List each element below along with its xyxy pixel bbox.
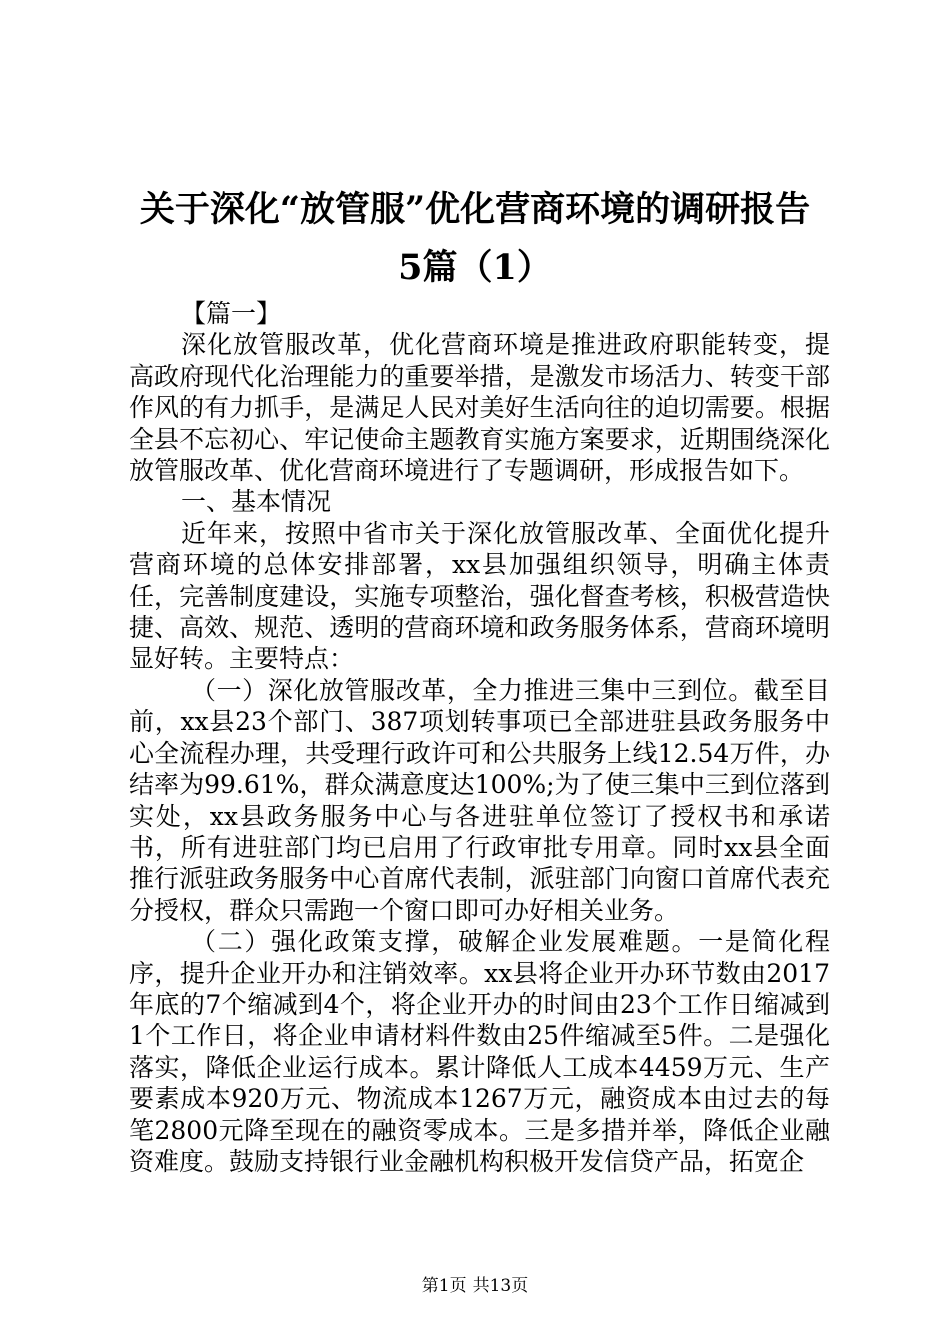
paragraph-point-1: （一）深化放管服改革，全力推进三集中三到位。截至目前，xx县23个部门、387项划转事项已全部进驻县政务服务中心全流程办理，共受理行政许可和公共服务上线12.54万件，办结率为99.61%，群众满意度达100%;为了使三集中三到位落到实处，xx县政务服务中心与各进驻单位签订了授权书和承诺书，所有进驻部门均已启用了行政审批专用章。同时xx县全面推行派驻政务服务中心首席代表制，派驻部门向窗口首席代表充分授权，群众只需跑一个窗口即可办好相关业务。 <box>129 675 830 925</box>
heading-basic-situation: 一、基本情况 <box>181 487 332 517</box>
page-number: 第1页 <box>421 1276 467 1296</box>
document-body <box>129 298 830 1177</box>
document-title-line-1: 关于深化“放管服”优化营商环境的调研报告 <box>139 189 811 230</box>
section-label: 【篇一】 <box>181 299 282 328</box>
paragraph-overview: 近年来，按照中省市关于深化放管服改革、全面优化提升营商环境的总体安排部署，xx县加强组织领导，明确主体责任，完善制度建设，实施专项整治，强化督查考核，积极营造快捷、高效、规范、透明的营商环境和政务服务体系，营商环境明显好转。主要特点： <box>129 518 830 674</box>
paragraph-point-2: （二）强化政策支撑，破解企业发展难题。一是简化程序，提升企业开办和注销效率。xx县将企业开办环节数由2017年底的7个缩减到4个，将企业开办的时间由23个工作日缩减到1个工作日，将企业申请材料件数由25件缩减至5件。二是强化落实，降低企业运行成本。累计降低人工成本4459万元、生产要素成本920万元、物流成本1267万元，融资成本由过去的每笔2800元降至现在的融资零成本。三是多措并举，降低企业融资难度。鼓励支持银行业金融机构积极开发信贷产品，拓宽企 <box>129 927 830 1176</box>
page-footer <box>0 1275 950 1297</box>
page-total: 共13页 <box>472 1276 529 1296</box>
document-title-line-2: 5篇（1） <box>398 247 552 288</box>
paragraph-intro: 深化放管服改革，优化营商环境是推进政府职能转变，提高政府现代化治理能力的重要举措，是激发市场活力、转变干部作风的有力抓手，是满足人民对美好生活向往的迫切需要。根据全县不忘初心、牢记使命主题教育实施方案要求，近期围绕深化放管服改革、优化营商环境进行了专题调研，形成报告如下。 <box>129 330 830 486</box>
